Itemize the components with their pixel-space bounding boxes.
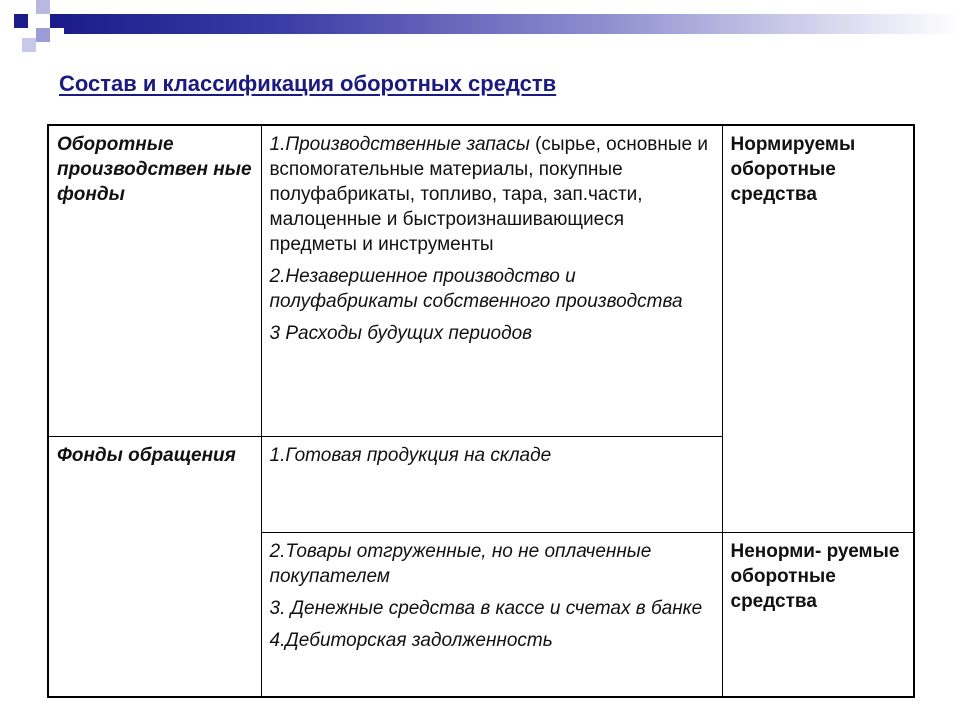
table-row-production-main <box>48 125 914 436</box>
circulation-funds-label: Фонды обращения <box>48 436 261 697</box>
item-production-stocks-title: 1.Производственные запасы <box>269 134 530 155</box>
classification-table <box>47 124 915 698</box>
decor-square-2 <box>36 0 50 14</box>
non-normalized-assets-label: Ненорми- руемые оборотные средства <box>722 532 914 697</box>
item-finished-goods: 1.Готовая продукция на складе <box>261 436 722 532</box>
decor-square-5 <box>22 38 36 52</box>
slide-title: Состав и классификация оборотных средств <box>59 71 557 96</box>
item-shipped-goods: 2.Товары отгруженные, но не оплаченные покупателем <box>269 540 652 587</box>
production-funds-items <box>261 125 722 436</box>
decor-gradient-band <box>64 14 960 34</box>
decor-square-1 <box>14 14 28 28</box>
item-production-stocks <box>270 132 714 257</box>
circulation-funds-items <box>261 532 722 697</box>
item-production-stocks-details: (сырье, основные и вспомогательные материалы, покупные полуфабрикаты, топливо, тара, зап.части, малоценные и быстроизнашивающиеся предметы и инструменты <box>269 134 709 255</box>
decor-square-3 <box>50 14 64 28</box>
item-cash: 3. Денежные средства в кассе и счетах в банке <box>269 597 703 619</box>
item-work-in-progress: 2.Незавершенное производство и полуфабрикаты собственного производства <box>269 266 683 312</box>
normalized-assets-label: Нормируемы оборотные средства <box>722 125 914 532</box>
production-funds-label: Оборотные производствен ные фонды <box>48 125 261 436</box>
decor-square-4 <box>36 28 50 42</box>
item-deferred-expenses: 3 Расходы будущих периодов <box>269 323 533 344</box>
item-receivables: 4.Дебиторская задолженность <box>269 629 553 651</box>
